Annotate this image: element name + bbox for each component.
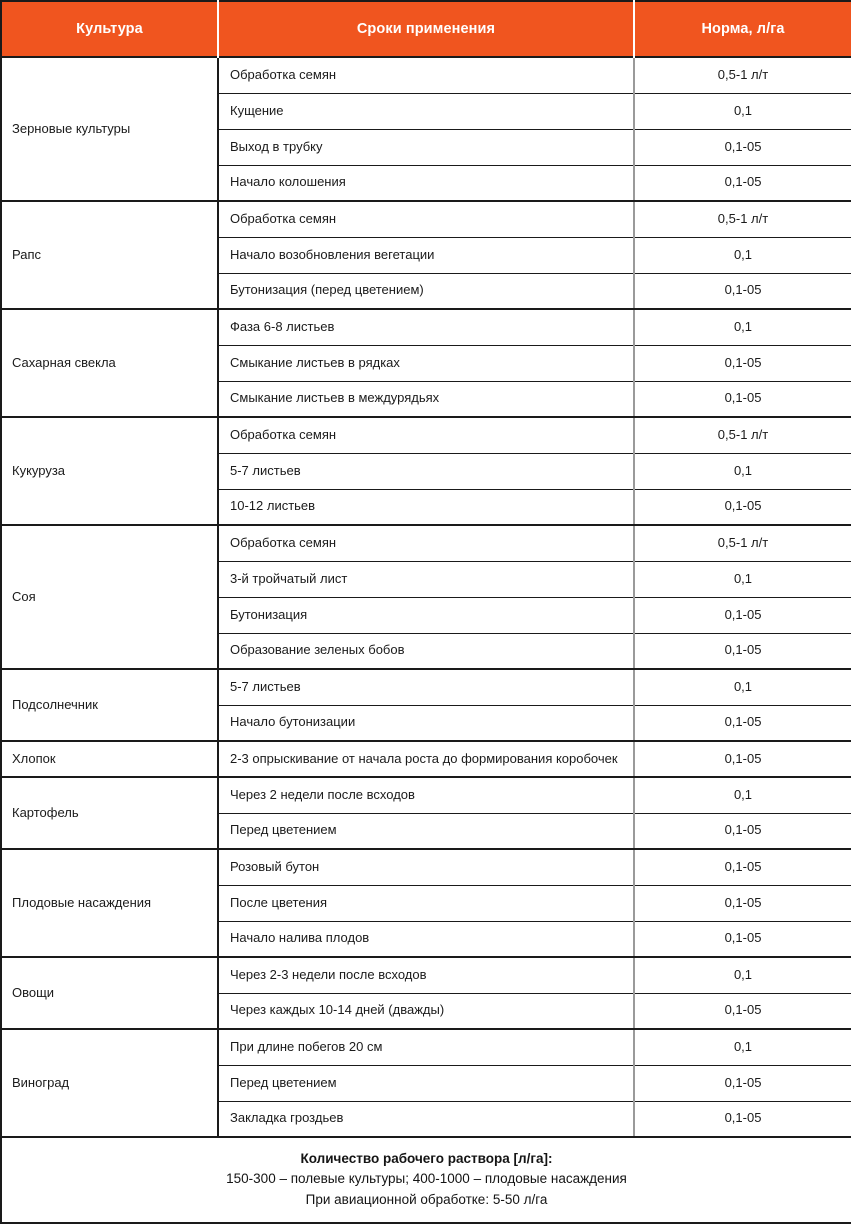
application-timing-cell: Начало колошения <box>218 165 634 201</box>
application-timing-cell: Образование зеленых бобов <box>218 633 634 669</box>
table-row <box>1 741 851 777</box>
application-rate-cell: 0,5-1 л/т <box>634 417 851 453</box>
footer-note-line-2: При авиационной обработке: 5-50 л/га <box>305 1191 548 1207</box>
crop-name-cell: Овощи <box>1 957 218 1029</box>
table-row <box>1 849 851 885</box>
application-timing-cell: При длине побегов 20 см <box>218 1029 634 1065</box>
application-rate-cell: 0,1-05 <box>634 849 851 885</box>
application-timing-cell: Кущение <box>218 93 634 129</box>
application-timing-cell: Фаза 6-8 листьев <box>218 309 634 345</box>
application-timing-cell: Через каждых 10-14 дней (дважды) <box>218 993 634 1029</box>
application-rate-cell: 0,1 <box>634 669 851 705</box>
table-row <box>1 525 851 561</box>
application-timing-cell: Обработка семян <box>218 201 634 237</box>
table-row <box>1 957 851 993</box>
application-rate-cell: 0,1-05 <box>634 129 851 165</box>
footer-note-line-1: 150-300 – полевые культуры; 400-1000 – плодовые насаждения <box>226 1171 627 1187</box>
application-rate-cell: 0,1 <box>634 237 851 273</box>
crop-name-cell: Соя <box>1 525 218 669</box>
table-row <box>1 57 851 93</box>
application-timing-cell: Смыкание листьев в рядках <box>218 345 634 381</box>
application-rate-cell: 0,1 <box>634 777 851 813</box>
application-timing-cell: 5-7 листьев <box>218 669 634 705</box>
application-rate-cell: 0,1-05 <box>634 381 851 417</box>
application-timing-cell: Бутонизация <box>218 597 634 633</box>
header-row <box>1 1 851 57</box>
application-rate-cell: 0,1-05 <box>634 273 851 309</box>
footer-row <box>1 1137 851 1223</box>
column-header-crop: Культура <box>1 1 218 57</box>
application-rate-cell: 0,1 <box>634 1029 851 1065</box>
application-timing-cell: 10-12 листьев <box>218 489 634 525</box>
application-rate-cell: 0,1-05 <box>634 1065 851 1101</box>
application-timing-cell: Начало возобновления вегетации <box>218 237 634 273</box>
application-rate-cell: 0,1-05 <box>634 597 851 633</box>
application-rate-cell: 0,1 <box>634 561 851 597</box>
application-timing-cell: Перед цветением <box>218 813 634 849</box>
column-header-rate: Норма, л/га <box>634 1 851 57</box>
application-rate-cell: 0,1-05 <box>634 993 851 1029</box>
table-header <box>1 1 851 57</box>
table-row <box>1 777 851 813</box>
application-timing-cell: После цветения <box>218 885 634 921</box>
table-row <box>1 1029 851 1065</box>
application-rate-cell: 0,1-05 <box>634 705 851 741</box>
application-timing-cell: Выход в трубку <box>218 129 634 165</box>
application-timing-cell: 2-3 опрыскивание от начала роста до формирования коробочек <box>218 741 634 777</box>
application-timing-cell: 5-7 листьев <box>218 453 634 489</box>
crop-name-cell: Рапс <box>1 201 218 309</box>
application-rate-cell: 0,1-05 <box>634 885 851 921</box>
application-rate-cell: 0,1-05 <box>634 1101 851 1137</box>
table-row <box>1 309 851 345</box>
table-body <box>1 57 851 1137</box>
application-timing-cell: Бутонизация (перед цветением) <box>218 273 634 309</box>
application-rate-cell: 0,1 <box>634 453 851 489</box>
application-timing-cell: Перед цветением <box>218 1065 634 1101</box>
column-header-timing: Сроки применения <box>218 1 634 57</box>
application-timing-cell: Обработка семян <box>218 57 634 93</box>
application-rate-cell: 0,1 <box>634 93 851 129</box>
application-timing-cell: Через 2 недели после всходов <box>218 777 634 813</box>
application-rate-cell: 0,1-05 <box>634 345 851 381</box>
application-timing-cell: Розовый бутон <box>218 849 634 885</box>
table-row <box>1 201 851 237</box>
application-rate-cell: 0,1-05 <box>634 165 851 201</box>
application-rate-cell: 0,1-05 <box>634 813 851 849</box>
crop-name-cell: Кукуруза <box>1 417 218 525</box>
application-rate-cell: 0,1 <box>634 957 851 993</box>
crop-name-cell: Виноград <box>1 1029 218 1137</box>
table-row <box>1 669 851 705</box>
application-rate-cell: 0,1-05 <box>634 489 851 525</box>
application-timing-cell: Закладка гроздьев <box>218 1101 634 1137</box>
application-timing-cell: Обработка семян <box>218 417 634 453</box>
table-footer <box>1 1137 851 1223</box>
application-rate-cell: 0,1-05 <box>634 633 851 669</box>
application-rate-cell: 0,5-1 л/т <box>634 525 851 561</box>
application-timing-cell: Обработка семян <box>218 525 634 561</box>
working-solution-note <box>1 1137 851 1223</box>
crop-name-cell: Хлопок <box>1 741 218 777</box>
table-row <box>1 417 851 453</box>
footer-note-title: Количество рабочего раствора [л/га]: <box>300 1151 553 1166</box>
crop-name-cell: Зерновые культуры <box>1 57 218 201</box>
application-rate-cell: 0,1-05 <box>634 741 851 777</box>
application-timing-cell: Начало налива плодов <box>218 921 634 957</box>
application-timing-cell: Смыкание листьев в междурядьях <box>218 381 634 417</box>
crop-name-cell: Сахарная свекла <box>1 309 218 417</box>
application-timing-cell: Начало бутонизации <box>218 705 634 741</box>
application-rate-cell: 0,5-1 л/т <box>634 201 851 237</box>
crop-name-cell: Картофель <box>1 777 218 849</box>
crop-name-cell: Подсолнечник <box>1 669 218 741</box>
application-rate-cell: 0,5-1 л/т <box>634 57 851 93</box>
application-timing-cell: Через 2-3 недели после всходов <box>218 957 634 993</box>
application-rate-cell: 0,1-05 <box>634 921 851 957</box>
application-rate-cell: 0,1 <box>634 309 851 345</box>
crop-name-cell: Плодовые насаждения <box>1 849 218 957</box>
application-timing-cell: 3-й тройчатый лист <box>218 561 634 597</box>
